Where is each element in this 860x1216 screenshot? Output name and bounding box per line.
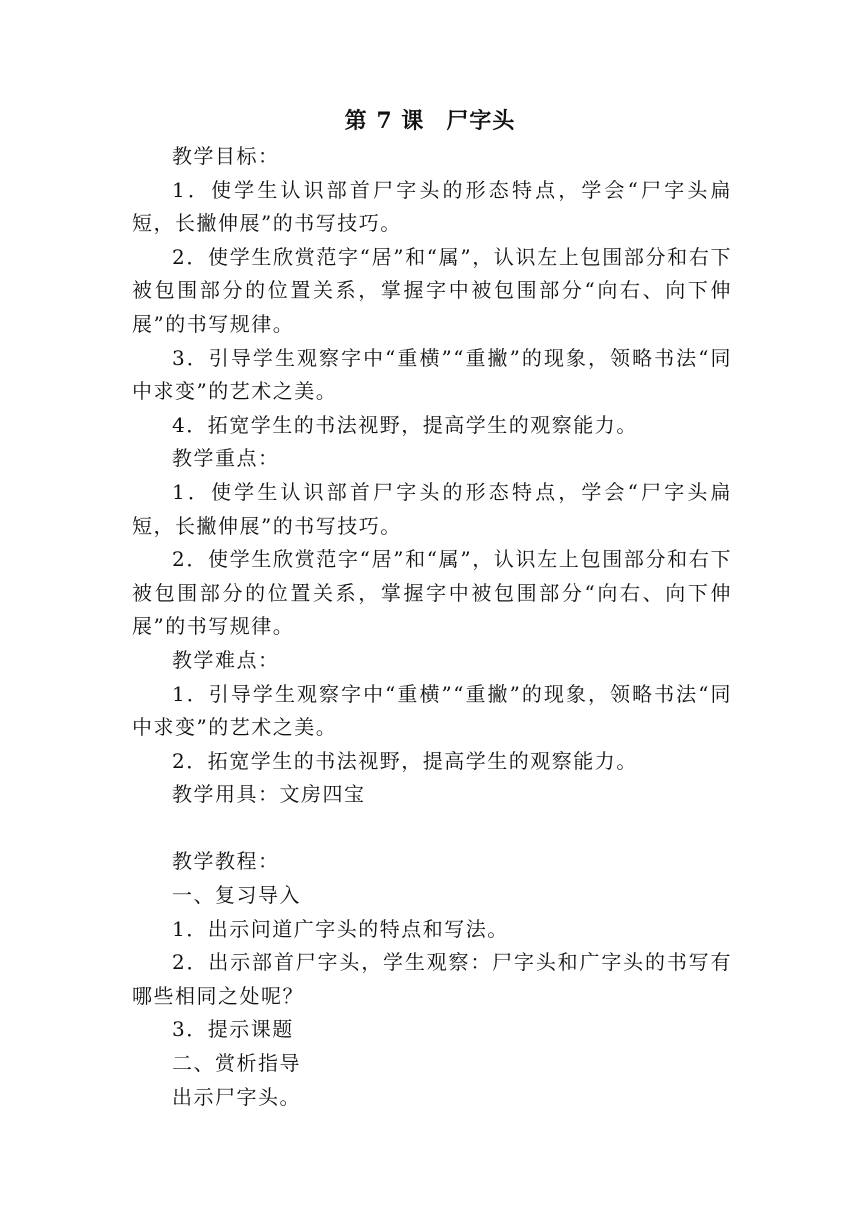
objective-1: 1．使学生认识部首尸字头的形态特点，学会“尸字头扁短，长撇伸展”的书写技巧。	[132, 177, 732, 236]
objective-4: 4．拓宽学生的书法视野，提高学生的观察能力。	[172, 412, 638, 437]
step-review-intro: 一、复习导入	[172, 883, 301, 908]
teaching-tools: 教学用具：文房四宝	[172, 782, 366, 807]
review-item-2: 2．出示部首尸字头，学生观察：尸字头和广字头的书写有哪些相同之处呢？	[132, 950, 732, 1008]
section-heading-objectives: 教学目标：	[172, 144, 280, 168]
appreciation-item: 出示尸字头。	[172, 1084, 301, 1109]
document-body	[132, 140, 732, 1114]
review-item-1: 1．出示问道广字头的特点和写法。	[172, 916, 509, 941]
lesson-number: 第 7 课	[344, 108, 425, 134]
section-heading-process: 教学教程：	[172, 849, 280, 874]
lesson-title	[0, 104, 860, 138]
lesson-name: 尸字头	[446, 108, 516, 134]
step-appreciation: 二、赏析指导	[172, 1051, 301, 1076]
objective-2: 2．使学生欣赏范字“居”和“属”，认识左上包围部分和右下被包围部分的位置关系，掌握字中被包围部分“向右、向下伸展”的书写规律。	[132, 244, 732, 336]
key-point-1: 1．使学生认识部首尸字头的形态特点，学会“尸字头扁短，长撇伸展”的书写技巧。	[132, 479, 732, 538]
key-point-2: 2．使学生欣赏范字“居”和“属”，认识左上包围部分和右下被包围部分的位置关系，掌握字中被包围部分“向右、向下伸展”的书写规律。	[132, 547, 732, 639]
section-heading-key-points: 教学重点：	[172, 446, 280, 471]
objective-3: 3．引导学生观察字中“重横”“重撇”的现象，领略书法“同中求变”的艺术之美。	[132, 345, 732, 404]
blank-line	[132, 812, 732, 846]
difficulty-2: 2．拓宽学生的书法视野，提高学生的观察能力。	[172, 748, 638, 773]
section-heading-difficulties: 教学难点：	[172, 647, 280, 672]
review-item-3: 3．提示课题	[172, 1017, 294, 1042]
difficulty-1: 1．引导学生观察字中“重横”“重撇”的现象，领略书法“同中求变”的艺术之美。	[132, 681, 732, 740]
